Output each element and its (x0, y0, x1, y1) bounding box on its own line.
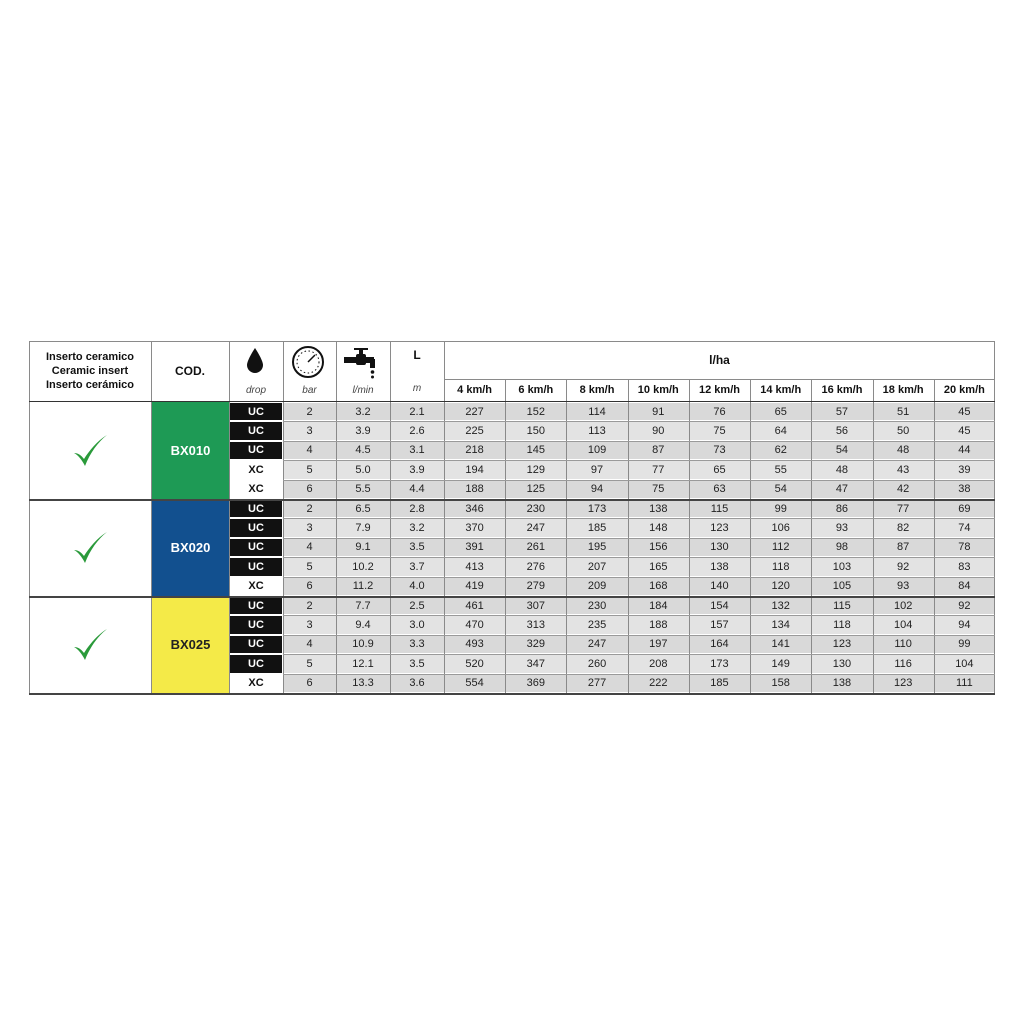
cell-lmin: 5.5 (355, 483, 371, 496)
grid-hline (29, 499, 995, 501)
cell-lha: 227 (465, 405, 484, 418)
cell-lha: 347 (526, 657, 545, 670)
cell-lha: 82 (897, 522, 910, 535)
cell-lha: 184 (649, 599, 668, 612)
cell-lha: 197 (649, 638, 668, 651)
cell-bar: 3 (306, 425, 313, 438)
cell-lha: 38 (958, 483, 971, 496)
cell-lha: 91 (652, 405, 665, 418)
speed-header: 12 km/h (699, 384, 740, 396)
grid-vline (566, 379, 567, 693)
cell-lha: 277 (587, 677, 607, 690)
cell-lha: 156 (649, 541, 668, 554)
cell-lha: 173 (710, 657, 729, 670)
speed-header: 18 km/h (882, 384, 924, 396)
cell-lha: 369 (526, 677, 545, 690)
code-cell-bx025: BX025 (152, 596, 229, 693)
cell-lha: 97 (590, 463, 604, 476)
type-tag: XC (230, 578, 282, 595)
cell-lha: 45 (958, 405, 971, 418)
grid-hline (29, 341, 995, 342)
speed-header: 6 km/h (518, 384, 554, 396)
grid-hline (283, 615, 995, 616)
cell-m: 2.6 (409, 425, 425, 438)
grid-hline (283, 441, 995, 442)
grid-hline (283, 421, 995, 422)
cell-lha: 185 (587, 522, 607, 535)
cell-lha: 173 (587, 502, 607, 515)
cell-lha: 165 (649, 560, 668, 573)
grid-hline (283, 635, 995, 636)
grid-hline (29, 401, 995, 402)
cell-lha: 111 (956, 677, 973, 690)
cell-lha: 78 (958, 541, 971, 554)
grid-vline (444, 341, 445, 693)
cell-lha: 99 (774, 502, 787, 515)
bar-unit: bar (302, 385, 317, 396)
cell-lha: 87 (897, 541, 910, 554)
cell-lha: 65 (713, 463, 726, 476)
grid-vline (505, 379, 506, 693)
cell-lha: 75 (652, 483, 665, 496)
cell-lha: 185 (710, 677, 729, 690)
type-tag: UC (230, 519, 282, 536)
cell-bar: 4 (306, 638, 313, 651)
grid-hline (444, 379, 995, 380)
cell-lha: 43 (897, 463, 910, 476)
cell-lha: 112 (771, 541, 790, 554)
cell-lmin: 5.0 (355, 463, 371, 476)
cell-lha: 86 (835, 502, 849, 515)
grid-vline (283, 341, 284, 693)
cell-lha: 103 (832, 560, 852, 573)
cell-bar: 5 (306, 463, 313, 476)
cell-lmin: 12.1 (352, 657, 374, 670)
type-tag: UC (230, 500, 282, 517)
cell-lha: 138 (649, 502, 668, 515)
cell-lha: 188 (465, 483, 484, 496)
cell-lha: 114 (588, 405, 606, 418)
cell-lha: 123 (893, 677, 913, 690)
cell-lha: 69 (958, 502, 971, 515)
grid-hline (283, 480, 995, 481)
cell-lha: 164 (710, 638, 729, 651)
m-unit: m (412, 383, 422, 394)
cell-lha: 520 (465, 657, 484, 670)
cell-lha: 93 (897, 580, 910, 593)
cell-bar: 6 (306, 483, 313, 496)
cell-lha: 123 (710, 522, 729, 535)
speed-header: 4 km/h (457, 384, 493, 396)
grid-vline (390, 341, 391, 693)
cell-lha: 188 (649, 619, 668, 632)
cell-bar: 2 (306, 405, 313, 418)
cell-lha: 113 (588, 425, 606, 438)
cell-lha: 44 (958, 444, 971, 457)
cell-lha: 129 (526, 463, 545, 476)
cell-bar: 5 (306, 560, 313, 573)
cell-lha: 247 (587, 638, 607, 651)
cell-lha: 50 (897, 425, 910, 438)
cell-bar: 3 (306, 619, 313, 632)
cell-lha: 54 (835, 444, 849, 457)
cell-lha: 413 (465, 560, 484, 573)
cell-lha: 461 (465, 599, 484, 612)
insert-header (29, 341, 151, 401)
cell-lmin: 10.9 (352, 638, 374, 651)
cell-lha: 125 (526, 483, 545, 496)
cell-lha: 115 (833, 599, 851, 612)
cell-bar: 6 (306, 677, 313, 690)
speed-header: 20 km/h (943, 384, 985, 396)
grid-vline (628, 379, 629, 693)
type-tag: UC (230, 655, 282, 672)
grid-vline (934, 379, 935, 693)
cell-lha: 391 (465, 541, 484, 554)
cell-lha: 230 (526, 502, 545, 515)
cell-m: 2.8 (409, 502, 425, 515)
cell-lha: 74 (958, 522, 971, 535)
cell-bar: 5 (306, 657, 313, 670)
cell-lha: 207 (587, 560, 607, 573)
cell-lha: 87 (652, 444, 665, 457)
grid-vline (873, 379, 874, 693)
type-tag: UC (230, 597, 282, 614)
tap-icon (342, 347, 378, 379)
cell-lha: 554 (465, 677, 484, 690)
cell-lha: 77 (652, 463, 665, 476)
cell-lha: 73 (713, 444, 726, 457)
cell-bar: 2 (306, 502, 313, 515)
cell-lha: 39 (958, 463, 971, 476)
cell-lmin: 13.3 (352, 677, 374, 690)
cell-lha: 195 (587, 541, 607, 554)
cell-lha: 48 (897, 444, 910, 457)
cell-lha: 138 (710, 560, 729, 573)
cell-lha: 104 (955, 657, 974, 670)
type-tag: UC (230, 616, 282, 633)
cell-lha: 148 (649, 522, 668, 535)
cell-lha: 42 (897, 483, 910, 496)
grid-vline (750, 379, 751, 693)
drop-icon (244, 347, 266, 375)
grid-hline (29, 596, 995, 598)
type-tag: XC (230, 481, 282, 498)
type-tag: UC (230, 422, 282, 439)
cell-lha: 84 (958, 580, 971, 593)
speed-header: 14 km/h (760, 384, 802, 396)
cell-lmin: 4.5 (355, 444, 371, 457)
cell-lha: 307 (526, 599, 545, 612)
cell-m: 3.3 (409, 638, 425, 651)
cell-lha: 75 (713, 425, 726, 438)
cell-lmin: 6.5 (355, 502, 371, 515)
speed-header: 16 km/h (821, 384, 863, 396)
cell-lha: 51 (897, 405, 910, 418)
cell-m: 3.9 (409, 463, 425, 476)
cell-lha: 48 (835, 463, 849, 476)
cell-lmin: 9.1 (355, 541, 371, 554)
cell-lha: 83 (958, 560, 971, 573)
cell-bar: 4 (306, 444, 313, 457)
cell-lha: 90 (652, 425, 665, 438)
length-label: L (413, 348, 421, 362)
cell-lha: 102 (893, 599, 913, 612)
cell-lha: 134 (771, 619, 790, 632)
cell-lha: 247 (526, 522, 545, 535)
grid-hline (283, 518, 995, 519)
grid-hline (283, 654, 995, 655)
lha-header: l/ha (709, 353, 730, 367)
cell-lha: 260 (587, 657, 607, 670)
cell-bar: 4 (306, 541, 313, 554)
cell-m: 3.6 (409, 677, 425, 690)
cell-lha: 118 (771, 560, 790, 573)
cell-lha: 222 (649, 677, 668, 690)
cell-lha: 45 (958, 425, 971, 438)
cell-lha: 470 (465, 619, 484, 632)
cell-lha: 141 (771, 638, 790, 651)
cell-lha: 77 (897, 502, 910, 515)
cell-lha: 118 (833, 619, 851, 632)
cell-lmin: 9.4 (355, 619, 371, 632)
cell-lha: 279 (526, 580, 545, 593)
checkmark-icon (71, 627, 109, 663)
cell-lha: 98 (835, 541, 849, 554)
cell-lmin: 3.2 (355, 405, 371, 418)
type-tag: UC (230, 558, 282, 575)
cell-lha: 194 (465, 463, 484, 476)
cell-lha: 54 (774, 483, 787, 496)
cell-lha: 130 (710, 541, 729, 554)
cell-lha: 92 (897, 560, 910, 573)
cell-lha: 152 (526, 405, 545, 418)
cell-m: 2.5 (409, 599, 425, 612)
checkmark-icon (71, 530, 109, 566)
grid-vline (29, 341, 30, 693)
cell-lha: 62 (774, 444, 787, 457)
grid-vline (229, 341, 230, 693)
insert-header-line-1: Inserto ceramico (45, 351, 135, 363)
cod-header: COD. (175, 364, 205, 378)
cell-lha: 123 (832, 638, 852, 651)
grid-hline (283, 577, 995, 578)
cell-lha: 154 (710, 599, 729, 612)
cell-lha: 76 (713, 405, 726, 418)
cell-lha: 493 (465, 638, 484, 651)
cell-lha: 105 (832, 580, 852, 593)
cell-lha: 140 (710, 580, 729, 593)
cell-lmin: 3.9 (355, 425, 371, 438)
speed-header: 10 km/h (637, 384, 679, 396)
cell-lha: 56 (835, 425, 849, 438)
type-tag: XC (230, 675, 282, 692)
cell-lha: 110 (894, 638, 912, 651)
cell-lha: 230 (587, 599, 607, 612)
cell-m: 3.7 (409, 560, 425, 573)
cell-lha: 329 (526, 638, 545, 651)
cell-m: 2.1 (409, 405, 425, 418)
cell-lmin: 7.7 (355, 599, 371, 612)
cell-m: 3.5 (409, 541, 425, 554)
grid-vline (336, 341, 337, 693)
type-tag: UC (230, 539, 282, 556)
type-tag: XC (230, 461, 282, 478)
cell-m: 4.0 (409, 580, 425, 593)
cell-lha: 370 (465, 522, 484, 535)
grid-vline (811, 379, 812, 693)
cell-lha: 168 (649, 580, 668, 593)
insert-header-line-3: Inserto cerámico (45, 379, 135, 391)
speed-header: 8 km/h (579, 384, 615, 396)
cell-m: 3.0 (409, 619, 425, 632)
grid-vline (689, 379, 690, 693)
cell-m: 3.1 (409, 444, 425, 457)
cell-lha: 235 (587, 619, 607, 632)
insert-header-line-2: Ceramic insert (51, 365, 129, 377)
cell-lha: 120 (771, 580, 790, 593)
cell-lha: 150 (526, 425, 545, 438)
grid-vline (994, 341, 995, 693)
cell-lha: 138 (832, 677, 852, 690)
cell-lha: 57 (835, 405, 849, 418)
cell-lha: 149 (771, 657, 790, 670)
cell-lha: 47 (835, 483, 849, 496)
cell-lha: 93 (835, 522, 849, 535)
nozzle-spec-table (29, 341, 995, 698)
lmin-unit: l/min (352, 385, 374, 396)
grid-hline (29, 693, 995, 695)
cell-lha: 158 (771, 677, 790, 690)
cell-lha: 109 (587, 444, 607, 457)
drop-unit: drop (245, 385, 266, 396)
cell-lha: 313 (526, 619, 545, 632)
cell-lha: 94 (958, 619, 971, 632)
code-cell-bx020: BX020 (152, 499, 229, 596)
cell-lha: 132 (771, 599, 790, 612)
cell-lha: 419 (465, 580, 484, 593)
cell-lha: 55 (774, 463, 787, 476)
cell-lha: 99 (958, 638, 971, 651)
cell-lha: 157 (710, 619, 729, 632)
cell-lha: 209 (587, 580, 607, 593)
cell-lmin: 7.9 (355, 522, 371, 535)
cell-lha: 225 (465, 425, 484, 438)
cell-lha: 276 (526, 560, 545, 573)
checkmark-icon (71, 433, 109, 469)
cell-lmin: 11.2 (352, 580, 374, 593)
cell-lha: 63 (713, 483, 726, 496)
cell-m: 4.4 (409, 483, 425, 496)
cell-lha: 218 (465, 444, 484, 457)
cell-lha: 346 (465, 502, 484, 515)
cell-m: 3.2 (409, 522, 425, 535)
cell-bar: 3 (306, 522, 313, 535)
cell-lmin: 10.2 (352, 560, 374, 573)
type-tag: UC (230, 636, 282, 653)
cell-lha: 130 (832, 657, 852, 670)
grid-hline (283, 460, 995, 461)
cell-lha: 106 (771, 522, 790, 535)
cell-lha: 145 (526, 444, 545, 457)
cell-bar: 6 (306, 580, 313, 593)
grid-hline (283, 557, 995, 558)
cell-lha: 115 (710, 502, 729, 515)
code-cell-bx010: BX010 (152, 402, 229, 499)
cell-m: 3.5 (409, 657, 425, 670)
cell-lha: 261 (526, 541, 545, 554)
cell-lha: 65 (774, 405, 787, 418)
grid-vline (151, 341, 152, 693)
type-tag: UC (230, 403, 282, 420)
cell-lha: 104 (893, 619, 913, 632)
grid-hline (283, 674, 995, 675)
grid-hline (283, 538, 995, 539)
cell-lha: 116 (894, 657, 912, 670)
cell-lha: 64 (774, 425, 787, 438)
cell-lha: 94 (590, 483, 604, 496)
type-tag: UC (230, 442, 282, 459)
cell-lha: 92 (958, 599, 971, 612)
cell-bar: 2 (306, 599, 313, 612)
cell-lha: 208 (649, 657, 668, 670)
pressure-gauge-icon (291, 345, 325, 379)
